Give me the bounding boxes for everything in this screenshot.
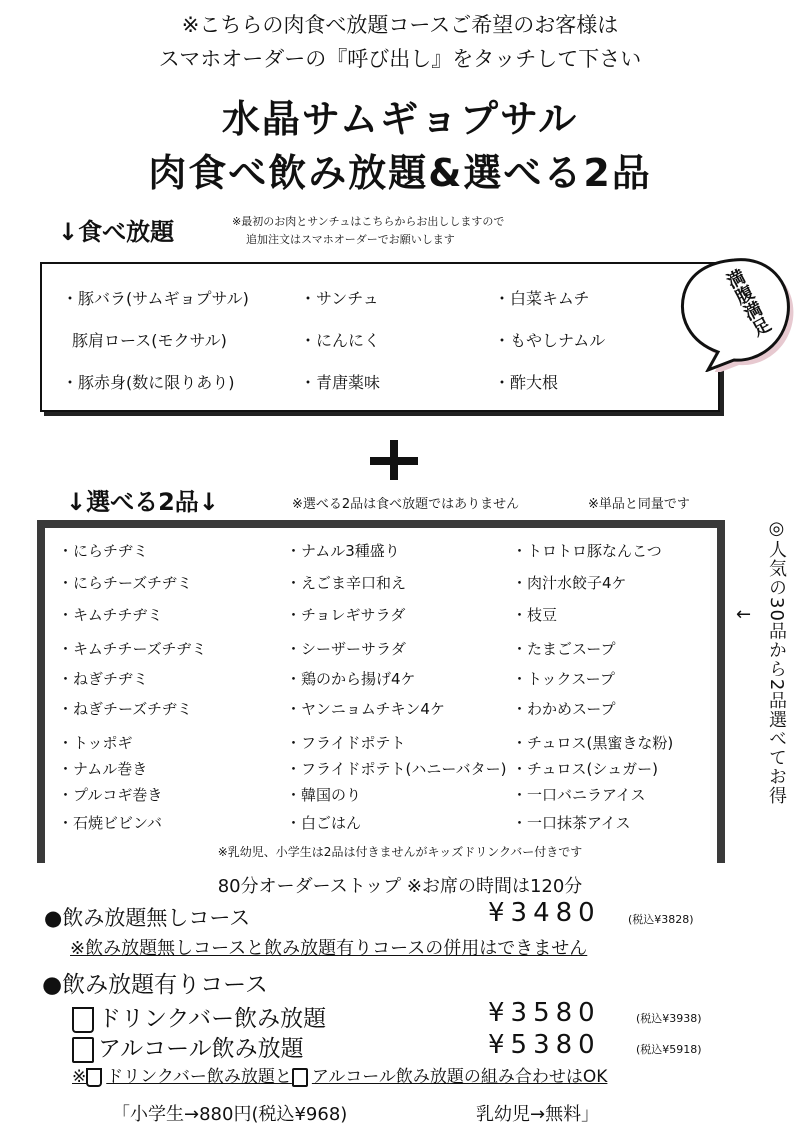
tabehoudai-item: ・サンチュ: [300, 289, 379, 308]
drink-glass-icon: [72, 1007, 94, 1033]
tabehoudai-note-1: ※最初のお肉とサンチュはこちらからお出ししますので: [232, 215, 505, 228]
eraberu-note-1: ※選べる2品は食べ放題ではありません: [292, 497, 520, 512]
title-line-1: 水晶サムギョプサル: [221, 97, 579, 141]
course1-label: ●飲み放題無しコース: [44, 906, 251, 930]
drink-bar-label: ドリンクバー飲み放題: [98, 1006, 327, 1032]
eraberu-item: ・トロトロ豚なんこつ: [512, 542, 662, 560]
eraberu-item: ・肉汁水餃子4ケ: [512, 574, 627, 592]
notice-line-1: ※こちらの肉食べ放題コースご希望のお客様は: [181, 13, 619, 37]
tabehoudai-item: ・もやしナムル: [494, 331, 606, 350]
eraberu-item: ・プルコギ巻き: [58, 786, 163, 804]
eraberu-item: ・ヤンニョムチキン4ケ: [286, 700, 445, 718]
eraberu-item: ・鶏のから揚げ4ケ: [286, 670, 416, 688]
eraberu-item: ・一口抹茶アイス: [512, 814, 631, 832]
eraberu-item: ・韓国のり: [286, 786, 362, 804]
eraberu-heading: ↓選べる2品↓: [66, 488, 219, 516]
alcohol-label: アルコール飲み放題: [98, 1036, 304, 1062]
eraberu-item: ・にらチヂミ: [58, 542, 149, 560]
eraberu-item: ・ねぎチヂミ: [58, 670, 149, 688]
beer-mug-icon: [72, 1037, 94, 1063]
eraberu-item: ・チョレギサラダ: [286, 606, 406, 624]
plus-icon-bar: [370, 457, 418, 465]
tabehoudai-item: ・青唐薬味: [300, 373, 381, 392]
infant-price: 乳幼児→無料」: [476, 1104, 600, 1125]
eraberu-item: ・チュロス(黒蜜きな粉): [512, 734, 674, 752]
tabehoudai-item: ・白菜キムチ: [494, 289, 590, 308]
eraberu-item: ・一口バニラアイス: [512, 786, 646, 804]
eraberu-item: ・フライドポテト(ハニーバター): [286, 760, 507, 778]
eraberu-item: ・トックスープ: [512, 670, 615, 688]
eraberu-item: ・枝豆: [512, 606, 558, 624]
time-note: 80分オーダーストップ ※お席の時間は120分: [217, 876, 583, 897]
tabehoudai-item: ・豚赤身(数に限りあり): [62, 373, 235, 392]
alcohol-price: ¥5380: [488, 1030, 601, 1060]
eraberu-item: ・ナムル3種盛り: [286, 542, 400, 560]
course2-label: ●飲み放題有りコース: [42, 972, 268, 998]
eraberu-item: ・チュロス(シュガー): [512, 760, 658, 778]
eraberu-item: ・キムチチーズチヂミ: [58, 640, 207, 658]
eraberu-item: ・トッポギ: [58, 734, 133, 752]
drink-bar-price: ¥3580: [488, 998, 601, 1028]
beer-mug-icon: [292, 1068, 308, 1087]
combo-note-mark: ※: [72, 1067, 87, 1087]
tabehoudai-item: ・豚バラ(サムギョプサル): [62, 289, 249, 308]
eraberu-item: ・えごま辛口和え: [286, 574, 407, 592]
alcohol-tax: (税込¥5918): [636, 1043, 702, 1056]
drink-glass-icon: [86, 1068, 102, 1087]
course1-note: ※飲み放題無しコースと飲み放題有りコースの併用はできません: [70, 938, 588, 959]
eraberu-note-2: ※単品と同量です: [588, 497, 690, 512]
eraberu-item: ・ナムル巻き: [58, 760, 148, 778]
eraberu-item: ・シーザーサラダ: [286, 640, 406, 658]
combo-note-alcohol: アルコール飲み放題の組み合わせはOK: [311, 1067, 608, 1087]
title-line-2: 肉食べ飲み放題&選べる2品: [148, 151, 652, 195]
tabehoudai-heading: ↓食べ放題: [58, 218, 175, 246]
arrow-left-icon: ←: [736, 604, 752, 625]
eraberu-item: ・ねぎチーズチヂミ: [58, 700, 192, 718]
eraberu-item: ・白ごはん: [286, 814, 362, 832]
bubble-text: 満腹満足: [721, 266, 774, 340]
tabehoudai-item: 豚肩ロース(モクサル): [72, 331, 227, 350]
drink-bar-row: [72, 1000, 326, 1033]
eraberu-item: ・にらチーズチヂミ: [58, 574, 192, 592]
eraberu-item: ・キムチチヂミ: [58, 606, 163, 624]
tabehoudai-note-2: 追加注文はスマホオーダーでお願いします: [246, 233, 455, 246]
notice-line-2: スマホオーダーの『呼び出し』をタッチして下さい: [158, 47, 642, 71]
kids-price: 「小学生→880円(税込¥968): [112, 1104, 348, 1125]
tabehoudai-item: ・にんにく: [300, 331, 381, 350]
tabehoudai-item: ・酢大根: [494, 373, 559, 392]
side-note: ◎人気の30品から2品選べてお得: [766, 518, 787, 806]
eraberu-item: ・わかめスープ: [512, 700, 616, 718]
course1-tax: (税込¥3828): [628, 913, 694, 926]
course1-price: ¥3480: [488, 898, 601, 928]
combo-note-drink: ドリンクバー飲み放題と: [106, 1067, 292, 1087]
combo-note: [72, 1062, 607, 1087]
kids-note: ※乳幼児、小学生は2品は付きませんがキッズドリンクバー付きです: [217, 845, 583, 859]
eraberu-item: ・石焼ビビンバ: [58, 814, 162, 832]
drink-bar-tax: (税込¥3938): [636, 1012, 702, 1025]
alcohol-row: [72, 1030, 304, 1063]
eraberu-item: ・フライドポテト: [286, 734, 406, 752]
eraberu-item: ・たまごスープ: [512, 640, 616, 658]
